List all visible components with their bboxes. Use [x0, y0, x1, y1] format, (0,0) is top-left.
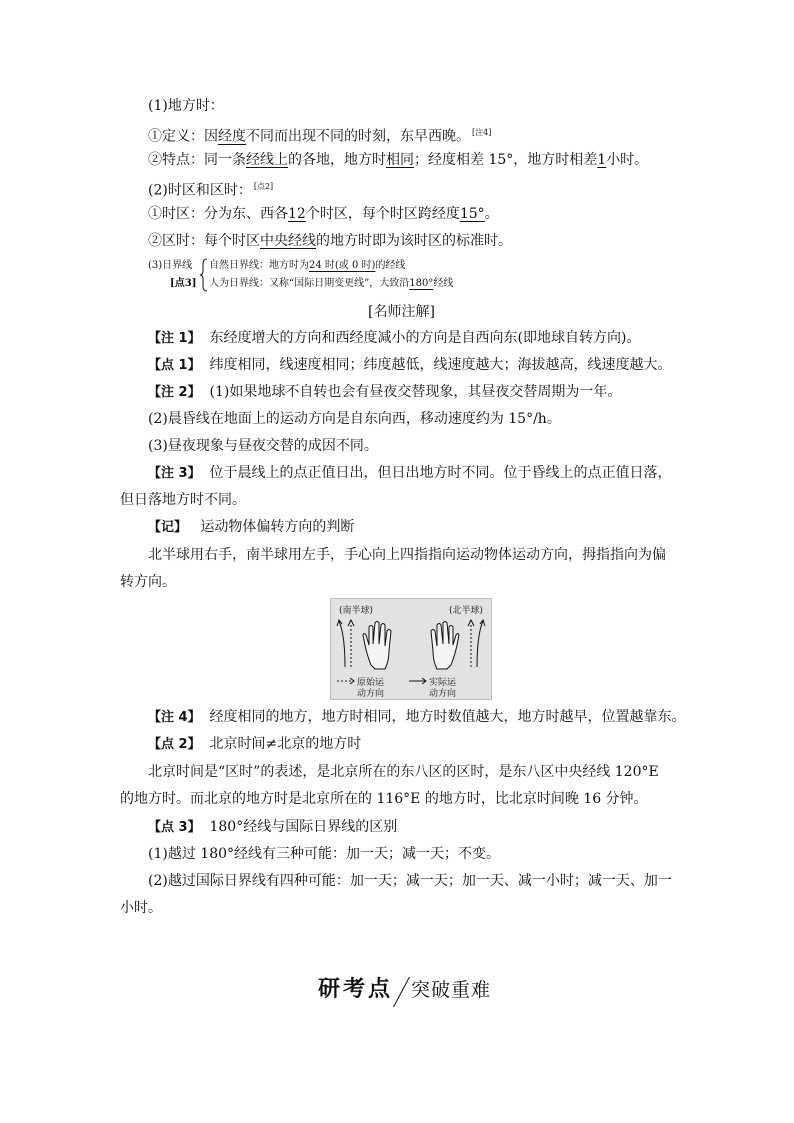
time-zone-definition: [148, 204, 499, 224]
note-tag: 【注 4】: [148, 710, 201, 725]
date-line-note-ref: [点3]: [170, 278, 197, 289]
north-hemisphere-label: (北半球): [449, 606, 484, 616]
text: (2)时区和区时：: [148, 182, 252, 199]
underlined-answer: 经度: [218, 128, 246, 145]
brace-icon: [200, 258, 208, 292]
text: ①时区：分为东、西各: [148, 206, 288, 222]
underlined-answer: 15°: [459, 206, 485, 222]
point-2: [148, 734, 361, 755]
section-title: [318, 972, 491, 1007]
note-1: [148, 328, 640, 349]
text: 。: [484, 206, 499, 222]
section-title-main: 研考点: [318, 977, 394, 1002]
memo-heading: [148, 517, 354, 538]
text: ②区时：每个时区: [148, 233, 260, 249]
memo-title: 运动物体偏转方向的判断: [200, 519, 355, 535]
note-tag: 【注 1】: [148, 331, 201, 346]
text: ①定义：因: [148, 128, 218, 145]
point-1: [148, 355, 671, 376]
local-time-feature: [148, 150, 648, 170]
point-2-line-2: 的地方时。而北京的地方时是北京所在的 116°E 的地方时，比北京时间晚 16 分钟。: [120, 791, 648, 807]
text: 小时。: [606, 152, 649, 168]
section-title-sub: 突破重难: [411, 979, 492, 1001]
note-text: 纬度相同，线速度相同；纬度越低，线速度越大；海拔越高，线速度越大。: [209, 357, 672, 373]
note-2-item-3: (3)昼夜现象与昼夜交替的成因不同。: [148, 438, 378, 454]
point-3-item-2-continued: 小时。: [120, 900, 162, 916]
memo-tag: 【记】: [148, 520, 188, 535]
note-tag: 【点 2】: [148, 737, 201, 752]
note-tag: 【点 1】: [148, 358, 201, 373]
text: 人为日界线：又称“国际日期变更线”，大致沿: [209, 278, 410, 289]
point-3-item-1: (1)越过 180°经线有三种可能：加一天；减一天；不变。: [148, 846, 501, 862]
underlined-answer: 12: [288, 206, 306, 222]
time-zone-heading: [148, 177, 273, 201]
text: 的经线: [375, 260, 406, 271]
memo-line-2: 转方向。: [120, 574, 176, 590]
note-text: 位于晨线上的点正值日出，但日出地方时不同。位于昏线上的点正值日落，: [209, 465, 672, 481]
note-3-continued: 但日落地方时不同。: [120, 492, 246, 508]
text: 自然日界线：地方时为: [209, 260, 309, 271]
point-3: [148, 817, 397, 838]
note-tag: 【注 2】: [148, 385, 201, 400]
local-time-definition: [148, 123, 491, 147]
underlined-answer: 180°: [409, 278, 434, 289]
point-2-line-1: 北京时间是“区时”的表述，是北京所在的东八区的区时，是东八区中央经线 120°E: [148, 764, 659, 780]
note-3: [148, 463, 671, 484]
text: 的各地，地方时: [288, 152, 386, 168]
note-2: [148, 382, 621, 403]
date-line-label: (3)日界线: [148, 260, 193, 271]
zone-time-definition: [148, 231, 512, 251]
note-ref: [点2]: [253, 182, 274, 191]
text: 经线: [433, 278, 454, 289]
text: 的地方时即为该时区的标准时。: [316, 233, 512, 249]
legend-original-line-1: 原始运: [357, 678, 385, 688]
note-text: (1)如果地球不自转也会有昼夜交替现象，其昼夜交替周期为一年。: [209, 384, 622, 400]
note-text: 经度相同的地方，地方时相同，地方时数值越大，地方时越早，位置越靠东。: [209, 709, 686, 725]
text: 不同而出现不同的时刻，东早西晚。: [246, 128, 470, 145]
legend-original-line-2: 动方向: [357, 689, 385, 699]
legend-actual-line-1: 实际运: [429, 678, 457, 688]
underlined-answer: 1: [597, 152, 607, 168]
notes-title: [名师注解]: [368, 304, 435, 320]
text: ；经度相差 15°，地方时相差: [414, 152, 598, 168]
text: 个时区，每个时区跨经度: [305, 206, 460, 222]
note-text: 东经度增大的方向和西经度减小的方向是自西向东(即地球自转方向)。: [209, 330, 641, 346]
underlined-answer: 24 时(或 0 时): [309, 260, 376, 271]
legend-actual-line-2: 动方向: [429, 689, 457, 699]
artificial-date-line: [209, 277, 453, 291]
note-2-item-2: (2)晨昏线在地面上的运动方向是自东向西，移动速度约为 15°/h。: [148, 411, 561, 427]
note-tag: 【注 3】: [148, 466, 201, 481]
underlined-answer: 中央经线: [260, 233, 316, 249]
note-tag: 【点 3】: [148, 820, 201, 835]
hand-diagram: [331, 599, 491, 699]
underlined-answer: 经线上: [246, 152, 288, 168]
memo-line-1: 北半球用右手，南半球用左手，手心向上四指指向运动物体运动方向，拇指指向为偏: [148, 547, 666, 563]
point-3-item-2: (2)越过国际日界线有四种可能：加一天；减一天；加一天、减一小时；减一天、加一: [148, 873, 672, 889]
note-text: 180°经线与国际日界线的区别: [209, 819, 398, 835]
hand-rule-figure: [330, 598, 492, 700]
note-text: 北京时间≠北京的地方时: [209, 736, 362, 752]
text: ②特点：同一条: [148, 152, 246, 168]
slash-divider: [393, 977, 411, 1007]
note-ref: [注4]: [472, 128, 492, 137]
south-hemisphere-label: (南半球): [339, 606, 374, 616]
underlined-answer: 相同: [386, 152, 414, 168]
natural-date-line: [209, 259, 405, 273]
local-time-heading: [148, 96, 224, 116]
heading-text: (1)地方时：: [148, 98, 224, 114]
note-4: [148, 707, 685, 728]
